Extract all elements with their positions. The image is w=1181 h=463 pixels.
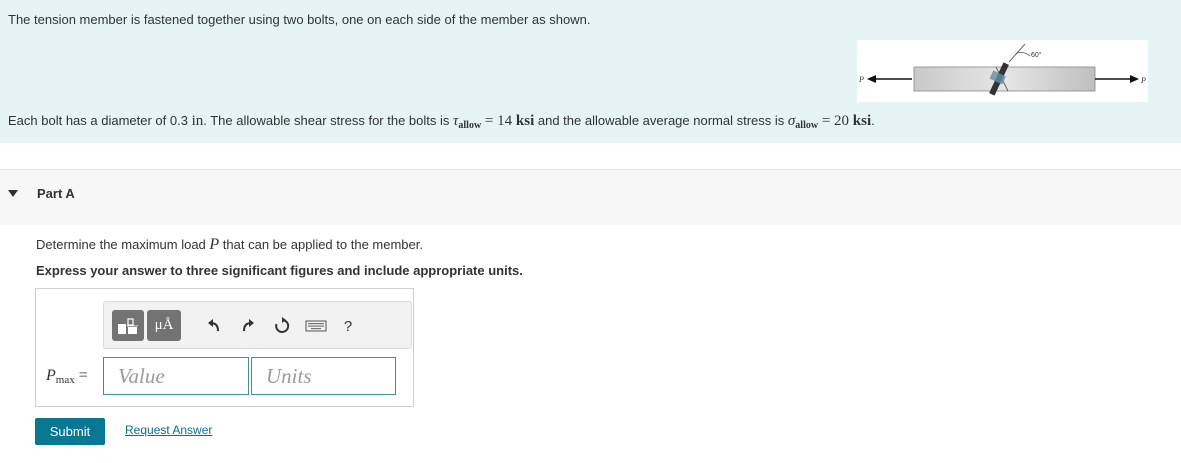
redo-icon[interactable]: [236, 314, 260, 338]
tau-allow-expression: [453, 113, 534, 129]
unit-in: in: [191, 113, 204, 129]
problem-intro: The tension member is fastened together using two bolts, one on each side of the member as shown.: [8, 12, 591, 27]
submit-button[interactable]: Submit: [35, 418, 105, 445]
tau-subscript: allow: [458, 120, 482, 131]
pmax-eq: =: [74, 367, 88, 384]
details-text-2: . The allowable shear stress for the bolts is: [203, 113, 454, 128]
problem-details: [8, 113, 875, 131]
help-icon[interactable]: [336, 314, 360, 338]
question-prefix: Determine the maximum load: [36, 237, 210, 252]
question-var: P: [209, 236, 220, 253]
part-a-header[interactable]: [0, 169, 1181, 225]
load-right-label: P: [1141, 76, 1146, 85]
details-end: .: [871, 113, 875, 128]
question-suffix: that can be applied to the member.: [219, 237, 423, 252]
sigma-value: = 20: [821, 113, 853, 129]
sigma-symbol: σ: [787, 113, 796, 129]
reset-icon[interactable]: [270, 314, 294, 338]
math-toolbar: [103, 301, 412, 349]
units-input[interactable]: [251, 357, 396, 395]
load-left-label: P: [859, 75, 864, 84]
problem-statement: [0, 0, 1181, 143]
details-text-3: and the allowable average normal stress is: [534, 113, 788, 128]
tau-unit: ksi: [515, 113, 535, 129]
tau-symbol: τ: [453, 113, 459, 129]
figure-svg: [857, 40, 1148, 102]
value-input[interactable]: [103, 357, 249, 395]
details-text-1: Each bolt has a diameter of 0.3: [8, 113, 192, 128]
angle-label: 60°: [1031, 52, 1042, 59]
help-label: ?: [343, 317, 353, 335]
units-icon[interactable]: [147, 310, 181, 341]
tau-value: = 14: [484, 113, 516, 129]
answer-instruction: Express your answer to three significant figures and include appropriate units.: [36, 263, 523, 278]
pmax-var: P: [46, 367, 56, 384]
collapse-caret-icon[interactable]: [8, 190, 18, 197]
answer-panel: [35, 288, 414, 407]
tension-member-figure: [857, 40, 1148, 102]
pmax-label: [46, 367, 88, 386]
pmax-sub: max: [55, 374, 75, 386]
undo-icon[interactable]: [202, 314, 226, 338]
sigma-allow-expression: [788, 113, 871, 129]
sigma-subscript: allow: [795, 120, 819, 131]
part-label: Part A: [37, 186, 75, 201]
units-button-label: μÅ: [154, 317, 174, 333]
templates-icon[interactable]: [112, 310, 144, 341]
keyboard-icon[interactable]: [304, 314, 328, 338]
request-answer-link[interactable]: Request Answer: [125, 423, 213, 437]
question-text: [36, 236, 423, 254]
sigma-unit: ksi: [852, 113, 872, 129]
